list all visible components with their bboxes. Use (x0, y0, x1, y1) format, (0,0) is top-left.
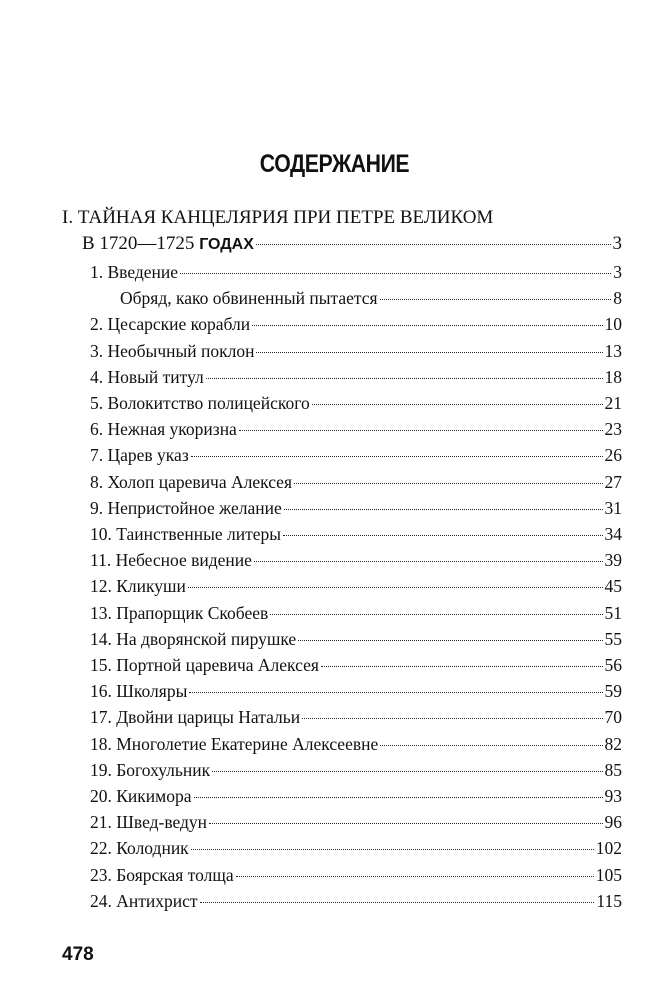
part-page-number: 3 (612, 233, 622, 254)
toc-entry-label: 9. Непристойное желание (90, 497, 282, 518)
toc-entry (90, 419, 622, 443)
dot-leader (294, 483, 602, 484)
toc-entry-page-number: 31 (604, 497, 622, 518)
toc-entry-page-number: 51 (604, 602, 622, 623)
toc-entry-page-number: 10 (604, 314, 622, 335)
toc-entry-label: 23. Боярская толща (90, 864, 234, 885)
part-years: В 1720—1725 (82, 233, 195, 254)
toc-entry-page-number: 56 (604, 655, 622, 675)
page-title: СОДЕРЖАНИЕ (259, 150, 410, 178)
toc-entry (90, 550, 622, 574)
toc-entry-page-number: 82 (604, 733, 622, 754)
toc-entry (90, 812, 622, 836)
toc-entry (90, 603, 622, 627)
toc-entry (120, 288, 622, 312)
toc-entry-page-number: 27 (604, 471, 622, 492)
toc-entry (90, 681, 622, 705)
toc-entry-label: 1. Введение (90, 262, 179, 282)
toc-entry (90, 576, 622, 600)
toc-entry-label: 3. Необычный поклон (90, 340, 255, 361)
toc-entry-page-number: 59 (604, 681, 622, 702)
dot-leader (283, 535, 603, 536)
toc-entry (90, 472, 622, 496)
toc-entry-page-number: 45 (604, 576, 622, 597)
dot-leader (206, 378, 603, 379)
dot-leader (254, 561, 603, 562)
toc-entry-page-number: 39 (604, 550, 622, 571)
toc-entry-page-number: 21 (604, 393, 622, 413)
toc-entry (90, 891, 622, 915)
toc-entry-label: 2. Цесарские корабли (90, 314, 251, 335)
toc-entry-label: 20. Кикимора (90, 786, 192, 806)
toc-entry-label: 24. Антихрист (90, 890, 198, 911)
dot-leader (209, 823, 602, 824)
dot-leader (191, 849, 594, 850)
dot-leader (212, 771, 602, 772)
dot-leader (180, 273, 611, 274)
toc-entry-label: 6. Нежная укоризна (90, 419, 237, 440)
toc-entry (90, 786, 622, 810)
toc-entry (90, 445, 622, 469)
toc-entry (90, 314, 622, 338)
toc-entry (90, 734, 622, 758)
dot-leader (191, 456, 603, 457)
toc-entry-label: 17. Двойни царицы Натальи (90, 707, 301, 728)
toc-entry (90, 367, 622, 391)
dot-leader (252, 325, 602, 326)
toc-entry-label: 4. Новый титул (90, 366, 204, 387)
dot-leader (284, 509, 603, 510)
toc-entry-page-number: 85 (604, 759, 622, 780)
dot-leader (188, 587, 603, 588)
dot-leader (380, 299, 612, 300)
toc-entry-page-number: 3 (613, 262, 622, 282)
toc-entry-page-number: 26 (604, 445, 622, 466)
toc-entry (90, 865, 622, 889)
toc-entry-page-number: 93 (604, 786, 622, 806)
toc-entry (90, 341, 622, 365)
toc-entry-label: 21. Швед-ведун (90, 812, 208, 833)
toc-entry-label: 18. Многолетие Екатерине Алексеевне (90, 733, 379, 754)
dot-leader (270, 614, 602, 615)
toc-entry (90, 393, 622, 417)
toc-entry-page-number: 18 (604, 366, 622, 387)
part-years-word: ГОДАХ (199, 236, 254, 253)
toc-entry-page-number: 115 (596, 890, 622, 911)
toc-entry-page-number: 102 (595, 838, 622, 859)
part-heading: I. ТАЙНАЯ КАНЦЕЛЯРИЯ ПРИ ПЕТРЕ ВЕЛИКОМ (62, 207, 494, 228)
toc-entry (90, 707, 622, 731)
toc-entry-label: 16. Школяры (90, 681, 188, 702)
toc-subentry-label: Обряд, како обвиненный пытается (120, 288, 378, 309)
toc-entry-label: 8. Холоп царевича Алексея (90, 471, 293, 492)
toc-entry-label: 14. На дворянской пирушке (90, 628, 297, 649)
dot-leader (302, 718, 602, 719)
toc-entry-label: 12. Кликуши (90, 576, 186, 597)
toc-entry-page-number: 34 (604, 524, 622, 544)
dot-leader (256, 244, 611, 245)
dot-leader (239, 430, 603, 431)
toc-entry-page-number: 96 (604, 812, 622, 833)
dot-leader (200, 902, 595, 903)
part-heading-continuation (82, 233, 622, 257)
toc-entry-page-number: 8 (613, 288, 622, 309)
toc-entry-page-number: 55 (604, 628, 622, 649)
toc-entry-page-number: 13 (604, 340, 622, 361)
toc-entry (90, 498, 622, 522)
toc-entry-label: 22. Колодник (90, 838, 189, 859)
toc-entry-label: 10. Таинственные литеры (90, 524, 281, 544)
dot-leader (256, 352, 602, 353)
dot-leader (236, 876, 594, 877)
toc-entry (90, 838, 622, 862)
dot-leader (298, 640, 602, 641)
dot-leader (312, 404, 603, 405)
toc-entry-page-number: 105 (595, 864, 622, 885)
toc-entry-label: 15. Портной царевича Алексея (90, 655, 319, 675)
toc-entry-page-number: 23 (604, 419, 622, 440)
dot-leader (189, 692, 602, 693)
toc-entry (90, 655, 622, 679)
part-heading-line2 (82, 233, 254, 255)
page-number-folio: 478 (62, 944, 94, 965)
toc-entry (90, 629, 622, 653)
toc-entry-label: 7. Царев указ (90, 445, 189, 466)
toc-entry-label: 11. Небесное видение (90, 550, 252, 571)
toc-entry-label: 13. Прапорщик Скобеев (90, 602, 269, 623)
toc-entry (90, 760, 622, 784)
toc-entry-label: 19. Богохульник (90, 759, 211, 780)
toc-entry-page-number: 70 (604, 707, 622, 728)
toc-entry-label: 5. Волокитство полицейского (90, 393, 310, 413)
toc-entry (90, 262, 622, 286)
toc-entry (90, 524, 622, 548)
dot-leader (194, 797, 603, 798)
dot-leader (380, 745, 602, 746)
dot-leader (321, 666, 603, 667)
